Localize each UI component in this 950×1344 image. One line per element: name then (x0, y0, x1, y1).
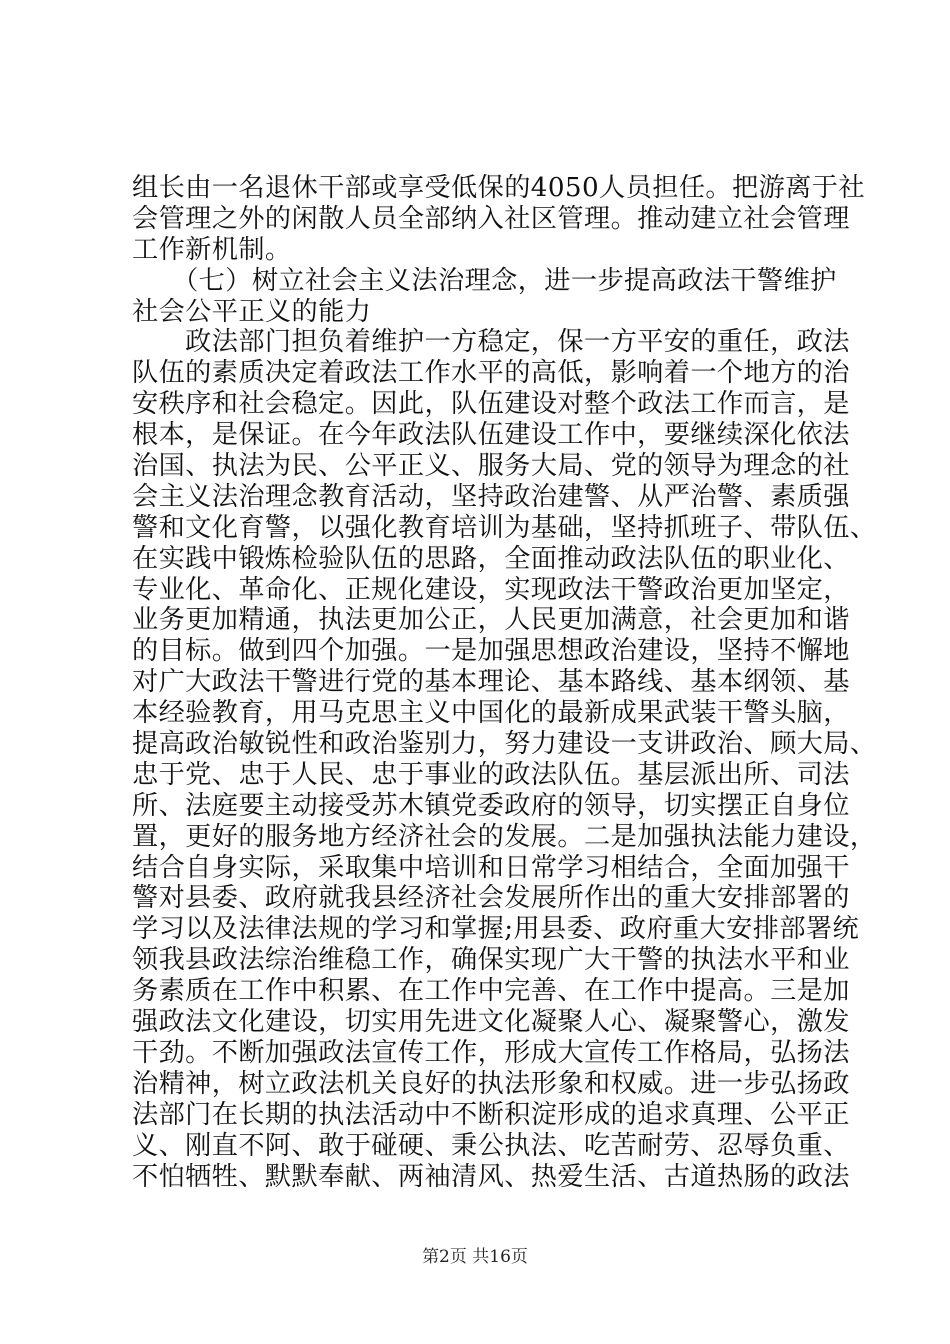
text-line: 本经验教育，用马克思主义中国化的最新成果武装干警头脑， (132, 698, 850, 729)
text-line: 提高政治敏锐性和政治鉴别力，努力建设一支讲政治、顾大局、 (132, 729, 877, 760)
text-line: 所、法庭要主动接受苏木镇党委政府的领导，切实摆正自身位 (132, 790, 850, 821)
text-line: 队伍的素质决定着政法工作水平的高低，影响着一个地方的治 (132, 358, 850, 389)
text-line: 领我县政法综治维稳工作，确保实现广大干警的执法水平和业 (132, 945, 850, 976)
text-line: 工作新机制。 (132, 234, 292, 265)
text-line: 根本，是保证。在今年政法队伍建设工作中，要继续深化依法 (132, 420, 850, 451)
text-line: 会管理之外的闲散人员全部纳入社区管理。推动建立社会管理 (132, 203, 850, 234)
text-line: 务素质在工作中积累、在工作中完善、在工作中提高。三是加 (132, 976, 850, 1007)
text-line: 治精神，树立政法机关良好的执法形象和权威。进一步弘扬政 (132, 1068, 850, 1099)
text-line: 置，更好的服务地方经济社会的发展。二是加强执法能力建设， (132, 821, 877, 852)
text-line: 学习以及法律法规的学习和掌握;用县委、政府重大安排部署统 (132, 914, 860, 945)
text-line: 忠于党、忠于人民、忠于事业的政法队伍。基层派出所、司法 (132, 759, 850, 790)
text-line: 在实践中锻炼检验队伍的思路，全面推动政法队伍的职业化、 (132, 543, 850, 574)
text-line: 不怕牺牲、默默奉献、两袖清风、热爱生活、古道热肠的政法 (132, 1161, 850, 1192)
text-line: 业务更加精通，执法更加公正，人民更加满意，社会更加和谐 (132, 605, 850, 636)
text-line: 强政法文化建设，切实用先进文化凝聚人心、凝聚警心，激发 (132, 1007, 850, 1038)
text-line: 警对县委、政府就我县经济社会发展所作出的重大安排部署的 (132, 883, 850, 914)
text-line: 治国、执法为民、公平正义、服务大局、党的领导为理念的社 (132, 451, 850, 482)
text-line: 对广大政法干警进行党的基本理论、基本路线、基本纲领、基 (132, 667, 850, 698)
text-line: 会主义法治理念教育活动，坚持政治建警、从严治警、素质强 (132, 481, 850, 512)
text-line: 义、刚直不阿、敢于碰硬、秉公执法、吃苦耐劳、忍辱负重、 (132, 1130, 850, 1161)
section-heading-line: （七）树立社会主义法治理念，进一步提高政法干警维护 (132, 265, 837, 296)
text-line: 安秩序和社会稳定。因此，队伍建设对整个政法工作而言，是 (132, 389, 850, 420)
text-line: 结合自身实际，采取集中培训和日常学习相结合，全面加强干 (132, 852, 850, 883)
text-line: 法部门在长期的执法活动中不断积淀形成的追求真理、公平正 (132, 1099, 850, 1130)
text-line: 警和文化育警，以强化教育培训为基础，坚持抓班子、带队伍、 (132, 512, 877, 543)
text-line: 干劲。不断加强政法宣传工作，形成大宣传工作格局，弘扬法 (132, 1037, 850, 1068)
page-number-footer: 第2页 共16页 (422, 1247, 528, 1267)
section-heading-line: 社会公平正义的能力 (132, 296, 372, 327)
text-line: 专业化、革命化、正规化建设，实现政法干警政治更加坚定， (132, 574, 850, 605)
text-line: 组长由一名退休干部或享受低保的4050人员担任。把游离于社 (132, 173, 865, 203)
document-body (132, 173, 877, 1192)
text-line: 政法部门担负着维护一方稳定，保一方平安的重任，政法 (132, 327, 850, 358)
text-line: 的目标。做到四个加强。一是加强思想政治建设，坚持不懈地 (132, 636, 850, 667)
